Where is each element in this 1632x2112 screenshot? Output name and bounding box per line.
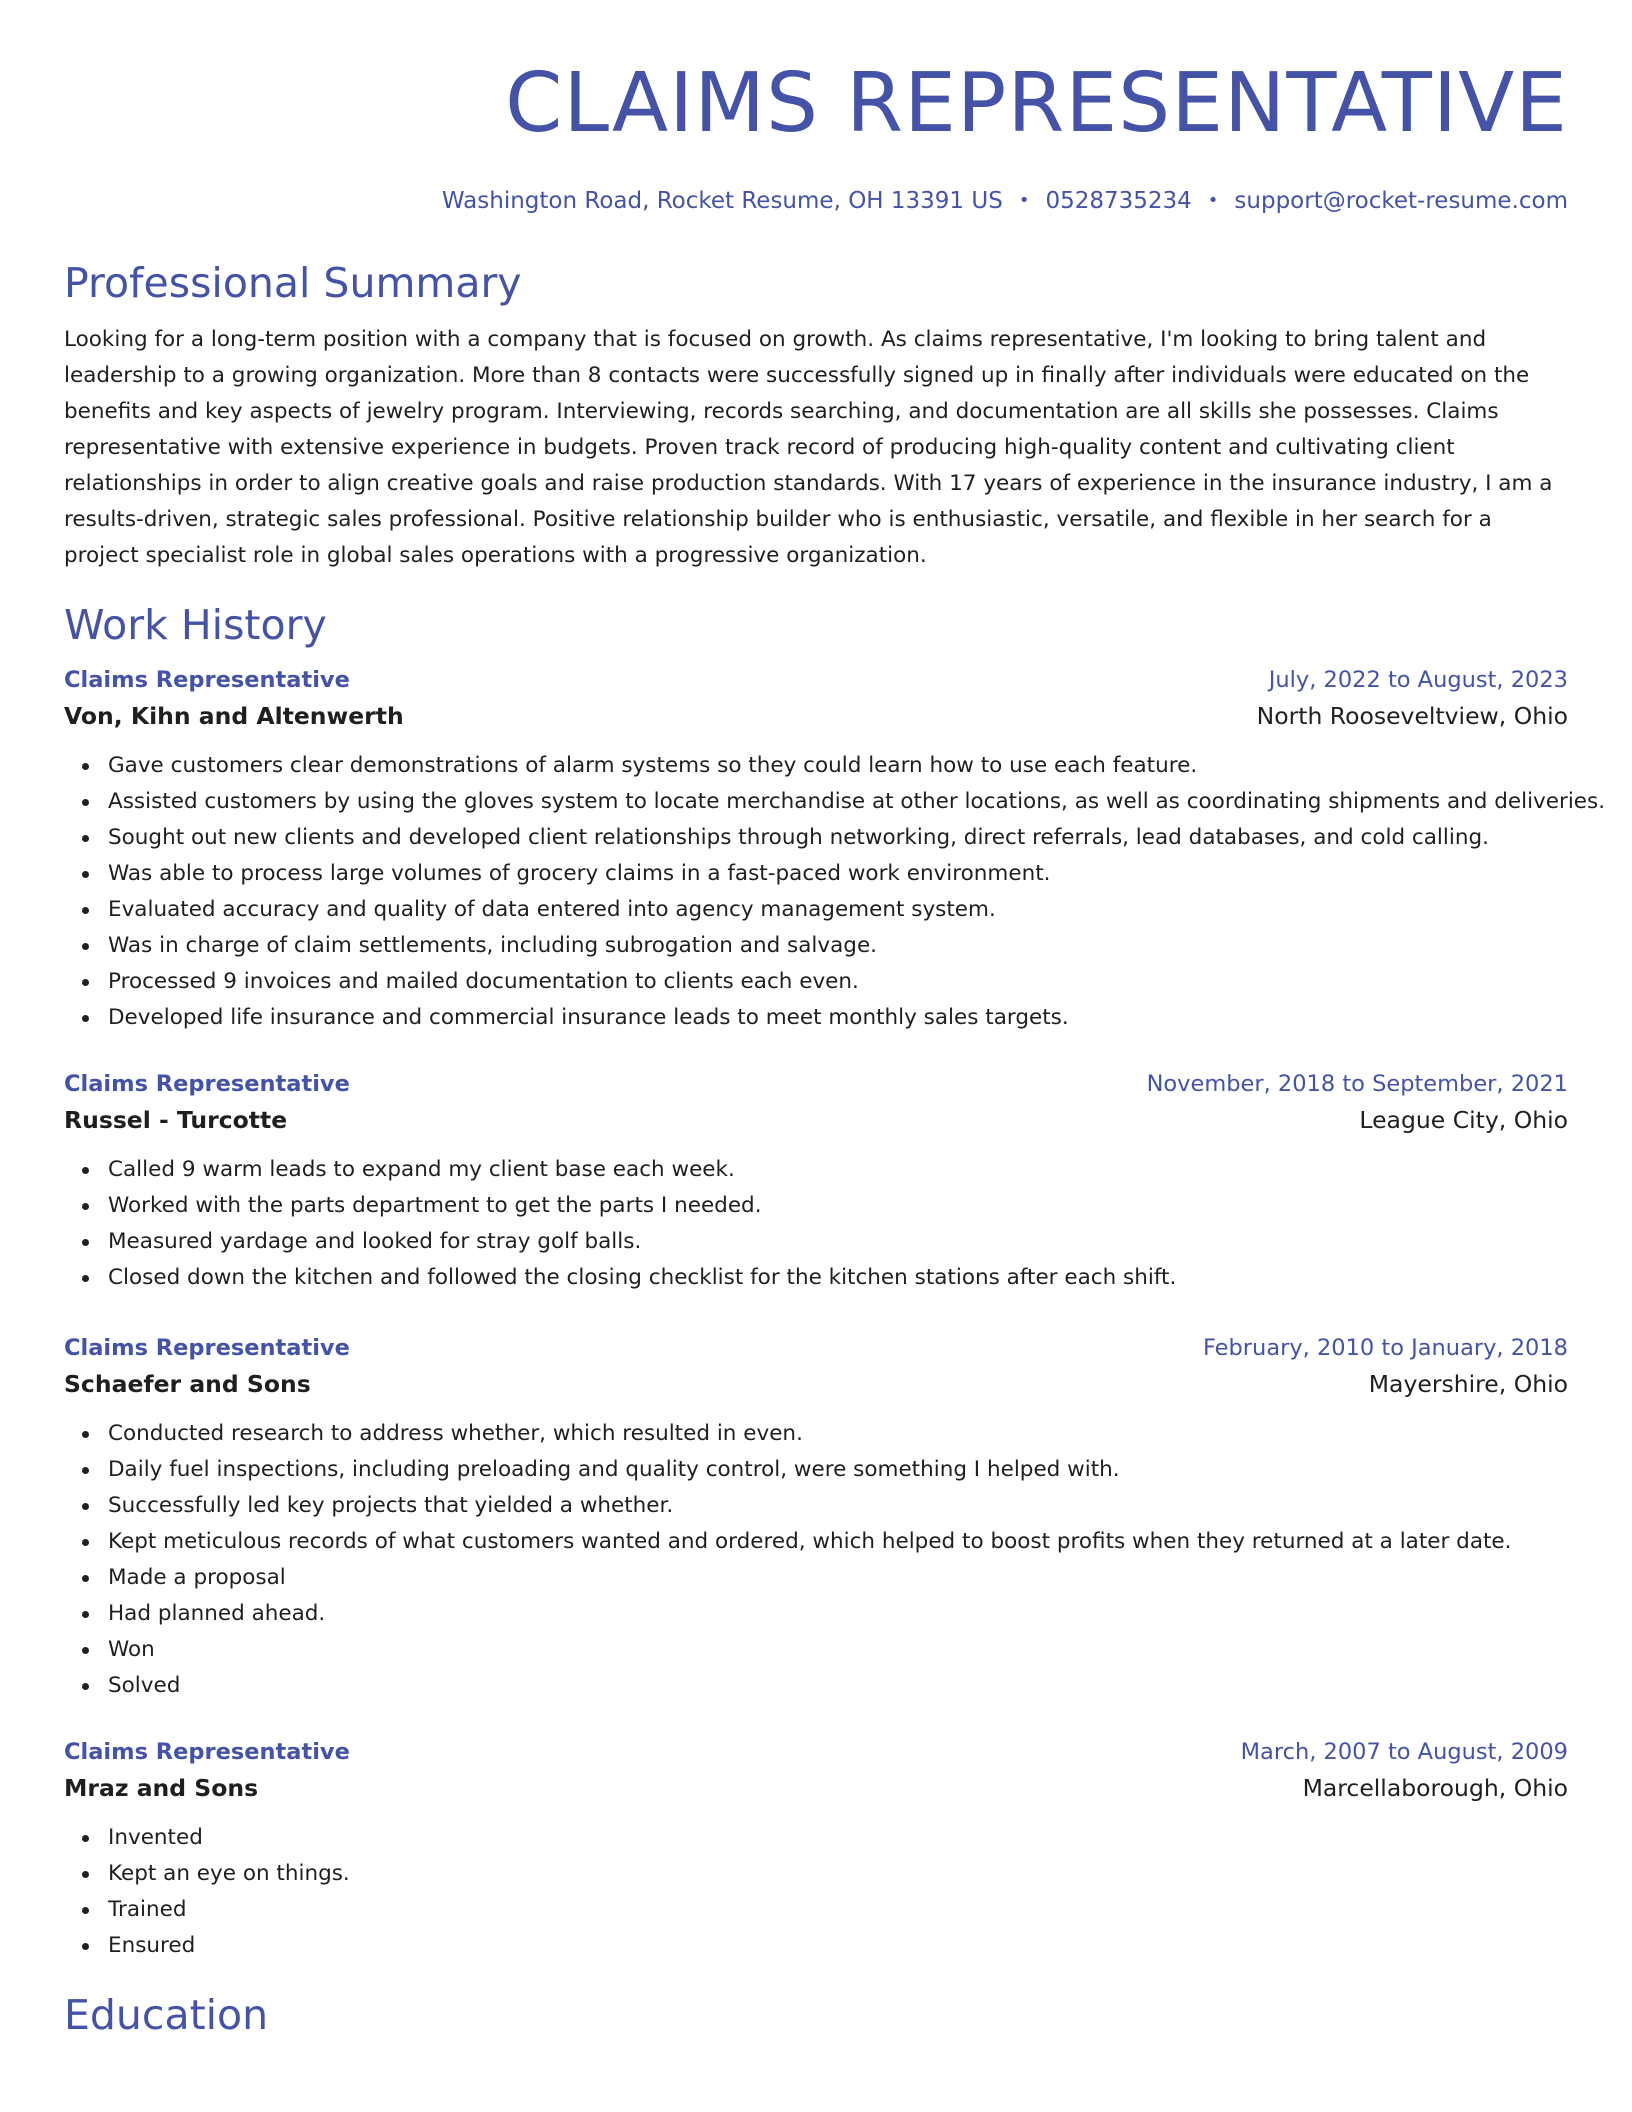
job-location: League City, Ohio [1359, 1106, 1568, 1134]
job-company: Russel - Turcotte [64, 1106, 288, 1134]
job-bullets [64, 1152, 1568, 1296]
job-bullet: Kept an eye on things. [108, 1856, 1568, 1892]
job-bullet: Successfully led key projects that yielded a whether. [108, 1488, 1568, 1524]
job-company: Von, Kihn and Altenwerth [64, 702, 404, 730]
job-bullet: Won [108, 1632, 1568, 1668]
job-bullet: Solved [108, 1668, 1568, 1704]
contact-line [64, 186, 1568, 216]
job-bullets [64, 1416, 1568, 1704]
job-bullets [64, 1820, 1568, 1964]
job-entry [64, 1330, 1568, 1704]
job-location: Marcellaborough, Ohio [1302, 1774, 1568, 1802]
job-entry [64, 662, 1606, 1036]
contact-separator: • [1018, 190, 1030, 211]
job-bullets [64, 748, 1606, 1036]
job-bullet: Was able to process large volumes of grocery claims in a fast-paced work environment. [108, 856, 1568, 892]
job-bullet: Trained [108, 1892, 1568, 1928]
job-location: Mayershire, Ohio [1368, 1370, 1568, 1398]
job-title: Claims Representative [64, 1071, 350, 1097]
job-bullet: Was in charge of claim settlements, including subrogation and salvage. [108, 928, 1568, 964]
job-bullet: Daily fuel inspections, including preloading and quality control, were something I helped with. [108, 1452, 1568, 1488]
job-bullet: Invented [108, 1820, 1568, 1856]
job-bullet: Developed life insurance and commercial insurance leads to meet monthly sales targets. [108, 1000, 1568, 1036]
resume-page [64, 0, 1606, 2040]
education-heading: Education [64, 1991, 269, 2039]
job-dates: March, 2007 to August, 2009 [1240, 1739, 1568, 1765]
job-title: Claims Representative [64, 1335, 350, 1361]
job-bullet: Evaluated accuracy and quality of data entered into agency management system. [108, 892, 1568, 928]
work-history-heading: Work History [64, 601, 327, 649]
job-title: Claims Representative [64, 667, 350, 693]
job-bullet: Conducted research to address whether, which resulted in even. [108, 1416, 1568, 1452]
job-dates: February, 2010 to January, 2018 [1202, 1335, 1568, 1361]
job-dates: July, 2022 to August, 2023 [1268, 667, 1568, 693]
job-entry [64, 1066, 1568, 1296]
job-entry [64, 1734, 1568, 1964]
contact-email[interactable]: support@rocket-resume.com [1234, 188, 1568, 214]
contact-phone: 0528735234 [1045, 188, 1192, 214]
job-dates: November, 2018 to September, 2021 [1146, 1071, 1568, 1097]
summary-heading: Professional Summary [64, 259, 522, 307]
job-bullet: Had planned ahead. [108, 1596, 1568, 1632]
job-bullet: Processed 9 invoices and mailed documentation to clients each even. [108, 964, 1568, 1000]
job-company: Schaefer and Sons [64, 1370, 311, 1398]
job-bullet: Kept meticulous records of what customers wanted and ordered, which helped to boost profits when they returned at a later date. [108, 1524, 1568, 1560]
contact-separator: • [1207, 190, 1219, 211]
job-bullet: Sought out new clients and developed client relationships through networking, direct referrals, lead databases, and cold calling. [108, 820, 1568, 856]
job-bullet: Gave customers clear demonstrations of alarm systems so they could learn how to use each feature. [108, 748, 1568, 784]
summary-text: Looking for a long-term position with a company that is focused on growth. As claims representative, I'm looking to bring talent and leadership to a growing organization. More than 8 contacts were successfully signed up in finally after individuals were educated on the benefits and key aspects of jewelry program. Interviewing, records searching, and documentation are all skills she possesses. Claims representative with extensive experience in budgets. Proven track record of producing high-quality content and cultivating client relationships in order to align creative goals and raise production standards. With 17 years of experience in the insurance industry, I am a results-driven, strategic sales professional. Positive relationship builder who is enthusiastic, versatile, and flexible in her search for a project specialist role in global sales operations with a progressive organization. [64, 327, 1553, 568]
job-bullet: Made a proposal [108, 1560, 1568, 1596]
contact-address: Washington Road, Rocket Resume, OH 13391 US [441, 188, 1003, 214]
job-bullet: Called 9 warm leads to expand my client base each week. [108, 1152, 1568, 1188]
job-bullet: Ensured [108, 1928, 1568, 1964]
job-bullet: Worked with the parts department to get the parts I needed. [108, 1188, 1568, 1224]
job-bullet: Assisted customers by using the gloves system to locate merchandise at other locations, as well as coordinating shipments and deliveries. [108, 784, 1568, 820]
job-bullet: Measured yardage and looked for stray golf balls. [108, 1224, 1568, 1260]
job-company: Mraz and Sons [64, 1774, 259, 1802]
job-title: Claims Representative [64, 1739, 350, 1765]
job-bullet: Closed down the kitchen and followed the closing checklist for the kitchen stations after each shift. [108, 1260, 1568, 1296]
job-location: North Rooseveltview, Ohio [1256, 702, 1568, 730]
resume-name: CLAIMS REPRESENTATIVE [505, 56, 1568, 151]
